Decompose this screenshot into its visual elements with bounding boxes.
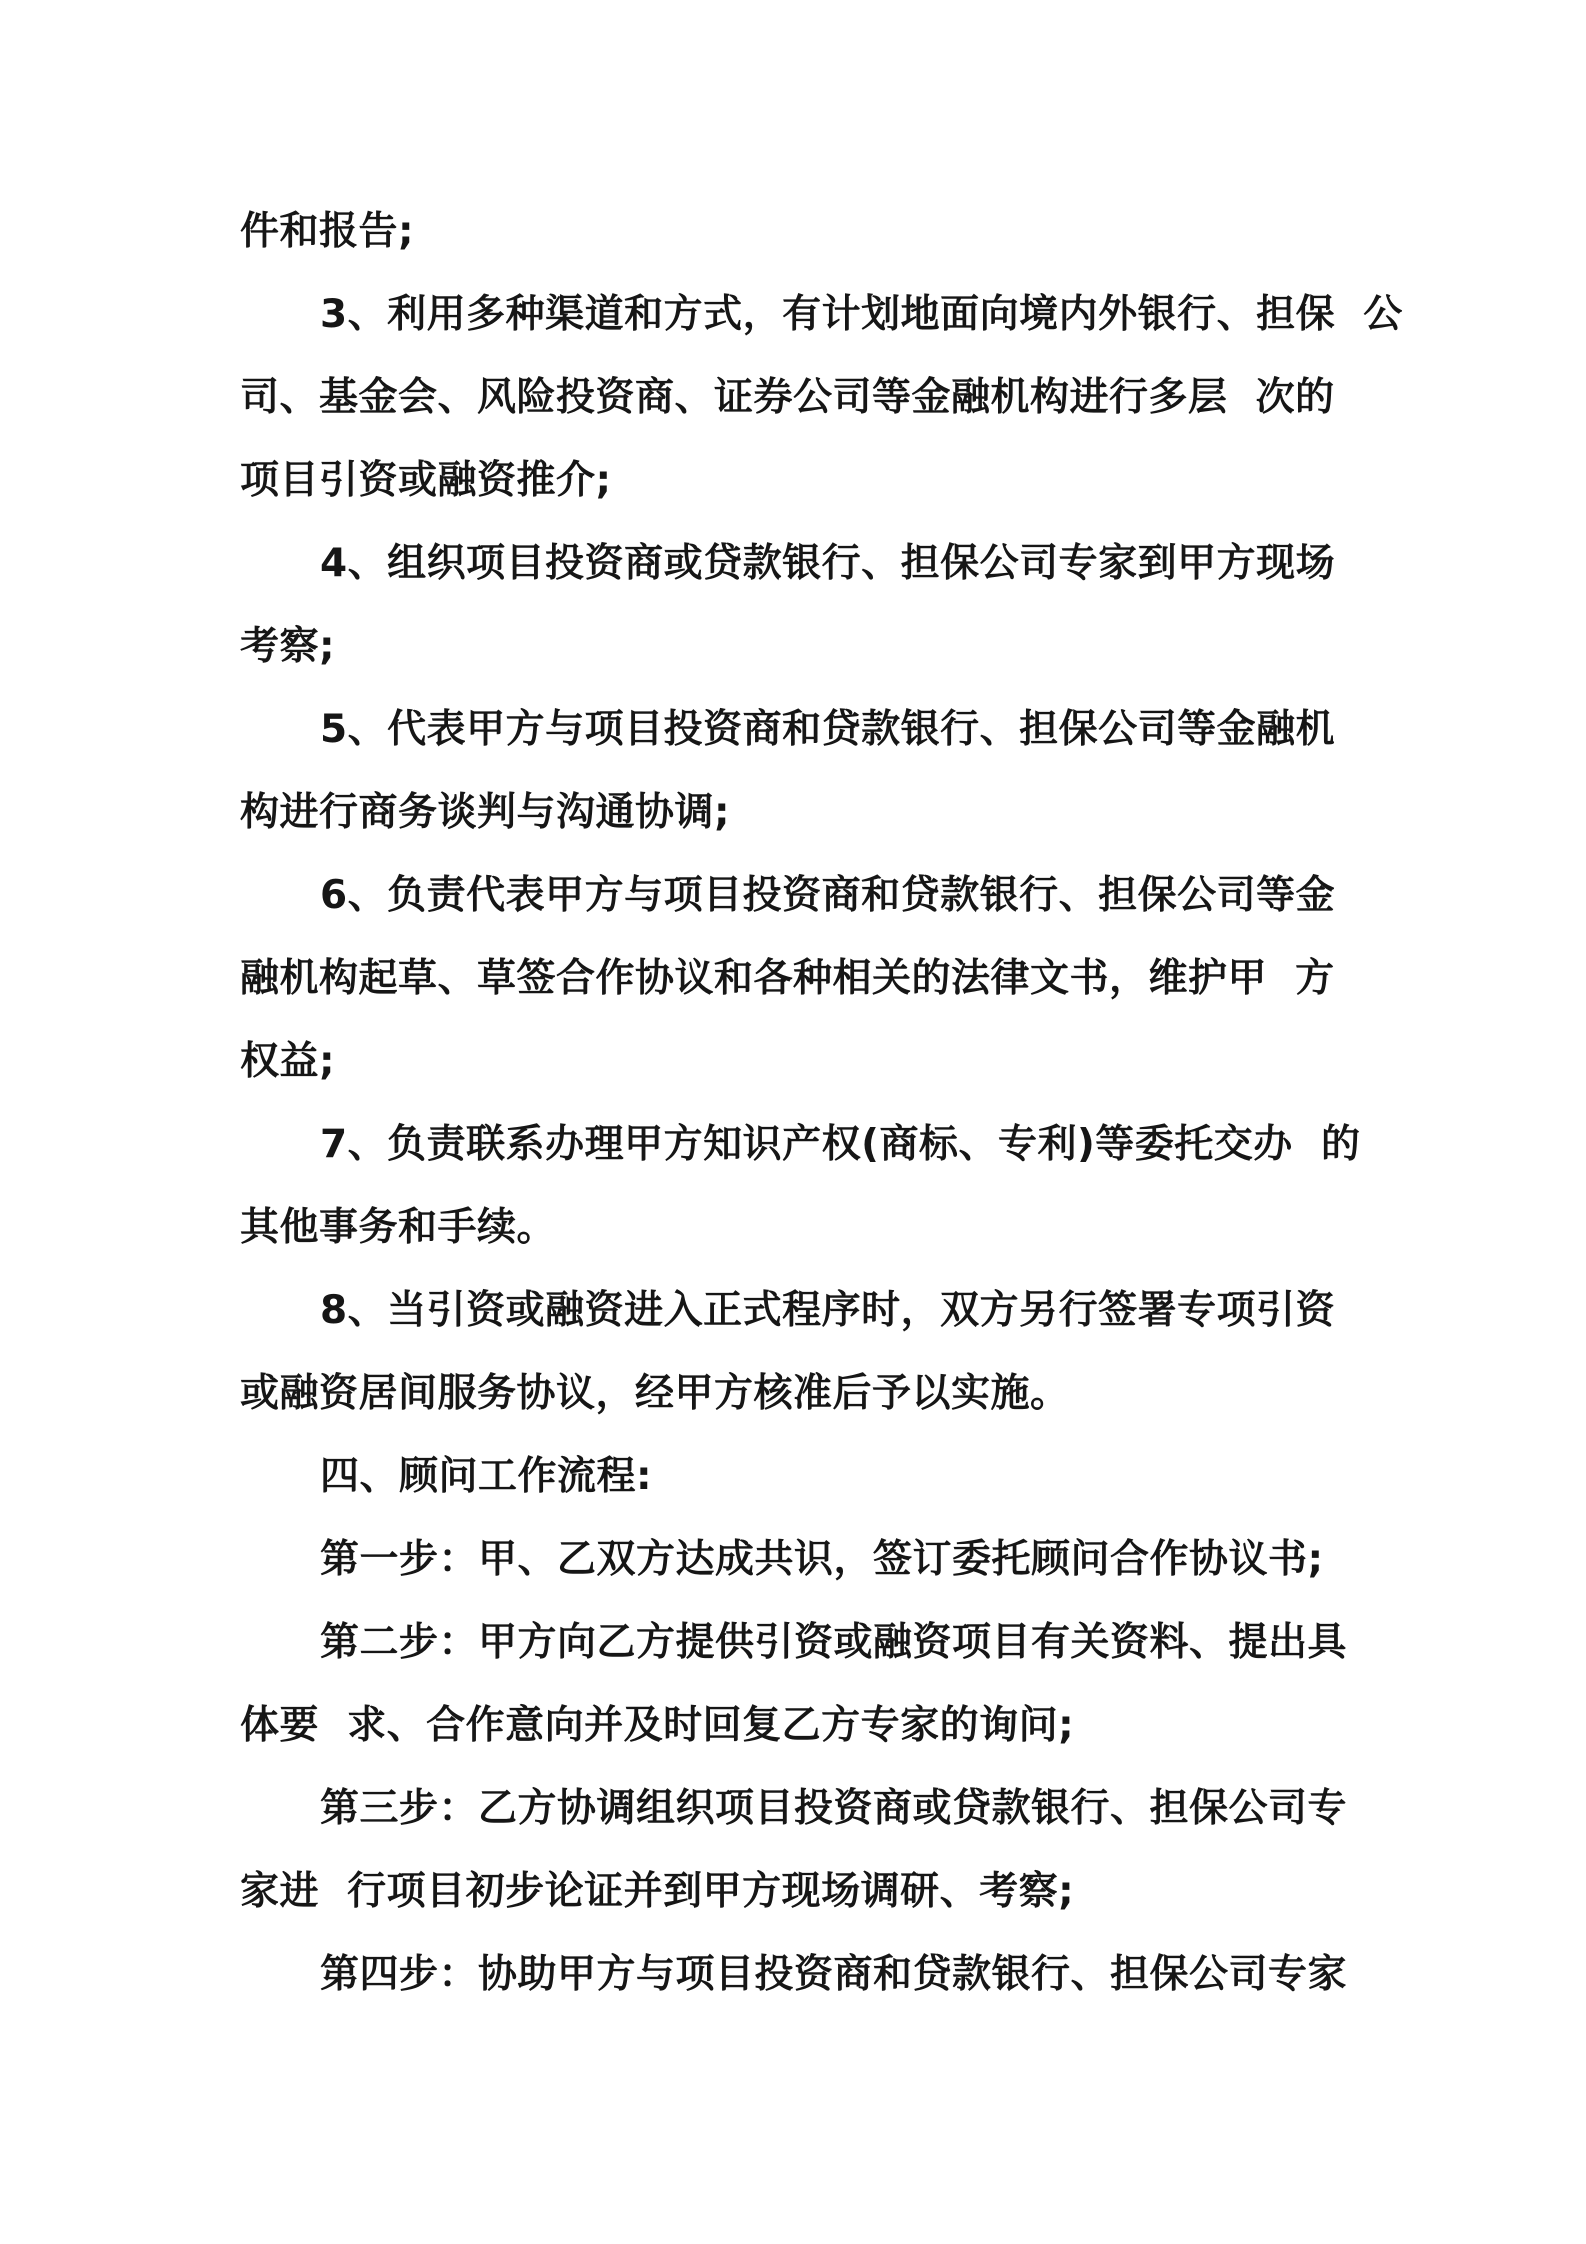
text-line: 第三步：乙方协调组织项目投资商或贷款银行、担保公司专 <box>320 1786 1348 1831</box>
text-line: 6、负责代表甲方与项目投资商和贷款银行、担保公司等金 <box>320 873 1336 918</box>
document-body <box>240 190 1403 2016</box>
text-line: 司、基金会、风险投资商、证券公司等金融机构进行多层 次的 <box>240 375 1335 420</box>
text-line: 5、代表甲方与项目投资商和贷款银行、担保公司等金融机 <box>320 707 1336 752</box>
text-line: 其他事务和手续。 <box>240 1205 557 1250</box>
text-line: 第四步：协助甲方与项目投资商和贷款银行、担保公司专家 <box>320 1952 1348 1997</box>
text-line: 第二步：甲方向乙方提供引资或融资项目有关资料、提出具 <box>320 1620 1348 1665</box>
text-line: 融机构起草、草签合作协议和各种相关的法律文书，维护甲 方 <box>240 956 1335 1001</box>
text-line: 或融资居间服务协议，经甲方核准后予以实施。 <box>240 1371 1070 1416</box>
text-line: 件和报告; <box>240 209 415 254</box>
text-line: 7、负责联系办理甲方知识产权(商标、专利)等委托交办 的 <box>320 1122 1361 1167</box>
text-line: 构进行商务谈判与沟通协调; <box>240 790 731 835</box>
text-line: 权益; <box>240 1039 336 1084</box>
text-line: 考察; <box>240 624 336 669</box>
text-line: 家进 行项目初步论证并到甲方现场调研、考察; <box>240 1869 1075 1914</box>
text-line: 8、当引资或融资进入正式程序时，双方另行签署专项引资 <box>320 1288 1336 1333</box>
section-heading: 四、顾问工作流程: <box>320 1454 653 1499</box>
text-line: 4、组织项目投资商或贷款银行、担保公司专家到甲方现场 <box>320 541 1336 586</box>
text-line: 项目引资或融资推介; <box>240 458 612 503</box>
text-line: 体要 求、合作意向并及时回复乙方专家的询问; <box>240 1703 1075 1748</box>
text-line: 第一步：甲、乙双方达成共识，签订委托顾问合作协议书; <box>320 1537 1324 1582</box>
text-line: 3、利用多种渠道和方式，有计划地面向境内外银行、担保 公 <box>320 292 1403 337</box>
